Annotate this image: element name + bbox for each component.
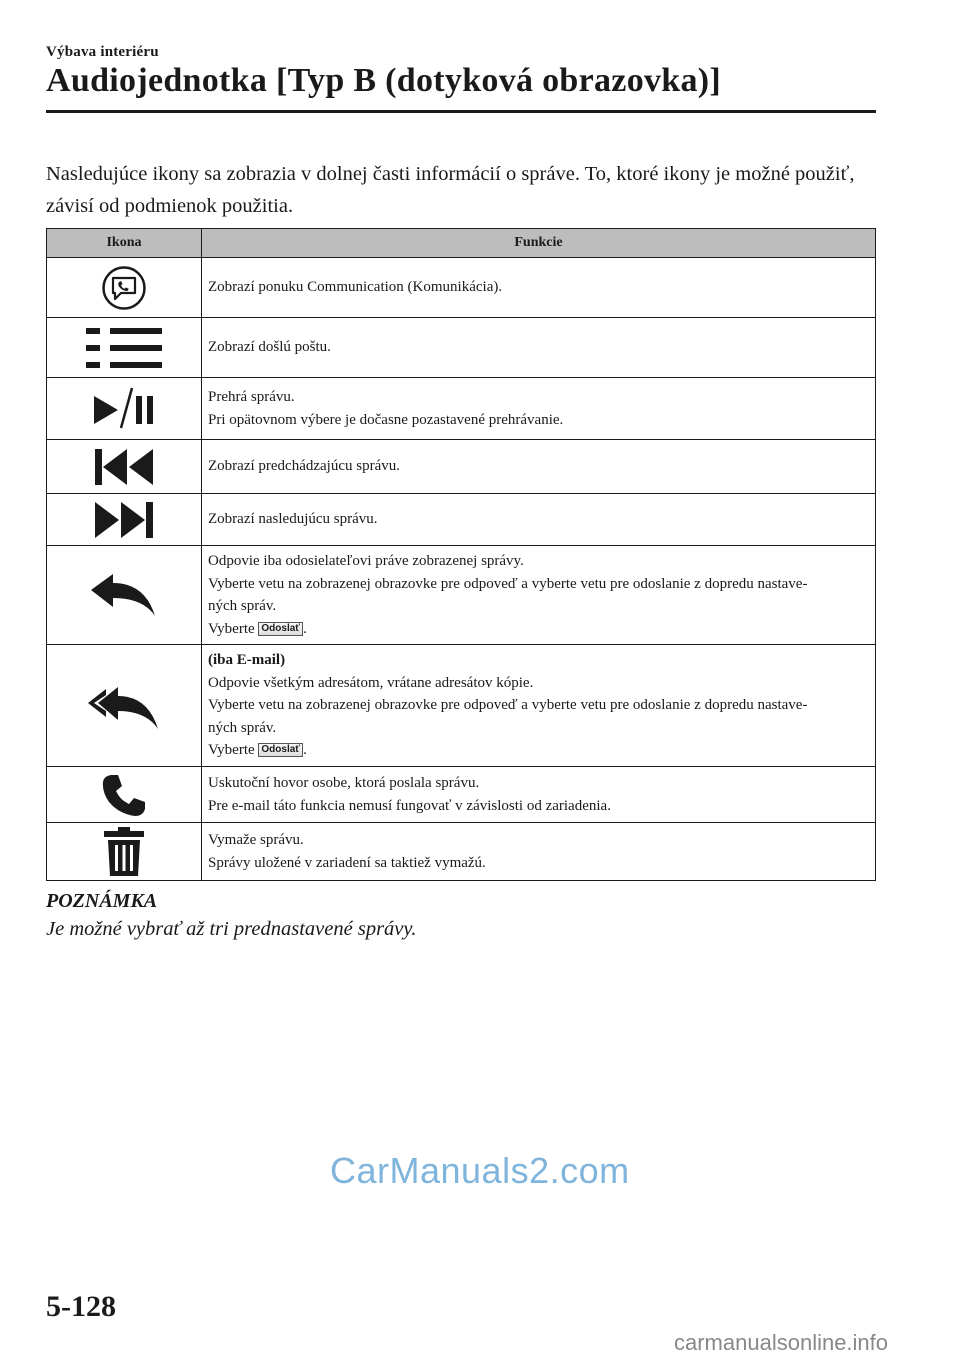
function-text: ných správ. bbox=[208, 719, 277, 736]
previous-track-icon bbox=[93, 447, 155, 487]
function-text: Vyberte vetu na zobrazenej obrazovke pre odpoveď a vyberte vetu pre odoslanie z dopredu nastave- bbox=[208, 697, 808, 714]
function-text: Zobrazí došlú poštu. bbox=[208, 339, 331, 356]
table-row bbox=[47, 378, 876, 440]
reply-all-icon bbox=[86, 681, 162, 731]
icon-cell bbox=[47, 440, 202, 494]
play-pause-icon bbox=[92, 386, 156, 432]
icon-cell bbox=[47, 645, 202, 767]
select-instruction bbox=[208, 618, 865, 641]
icon-cell bbox=[47, 823, 202, 881]
note-heading: POZNÁMKA bbox=[46, 890, 158, 912]
table-row bbox=[47, 546, 876, 645]
table-row bbox=[47, 440, 876, 494]
email-only-label: (iba E-mail) bbox=[208, 652, 286, 669]
function-text: Zobrazí ponuku Communication (Komunikácia). bbox=[208, 279, 503, 296]
select-instruction bbox=[208, 739, 865, 762]
function-text: Vymaže správu. bbox=[208, 832, 304, 848]
icon-cell bbox=[47, 546, 202, 645]
icon-cell bbox=[47, 494, 202, 546]
phone-icon bbox=[101, 772, 147, 818]
table-row bbox=[47, 318, 876, 378]
inbox-list-icon bbox=[84, 326, 164, 370]
function-cell bbox=[202, 767, 876, 823]
function-cell bbox=[202, 494, 876, 546]
icon-cell bbox=[47, 767, 202, 823]
icon-cell bbox=[47, 318, 202, 378]
icon-cell bbox=[47, 258, 202, 318]
footer-brand: carmanualsonline.info bbox=[674, 1330, 889, 1355]
section-label: Výbava interiéru bbox=[46, 44, 159, 60]
column-header-function: Funkcie bbox=[202, 229, 876, 258]
select-suffix: . bbox=[303, 742, 307, 759]
select-prefix: Vyberte bbox=[208, 620, 255, 637]
title-divider bbox=[46, 110, 876, 113]
select-suffix: . bbox=[303, 620, 307, 637]
function-text: Prehrá správu. bbox=[208, 389, 295, 405]
select-prefix: Vyberte bbox=[208, 742, 255, 759]
function-text: ných správ. bbox=[208, 598, 277, 614]
intro-paragraph: Nasledujúce ikony sa zobrazia v dolnej časti informácií o správe. To, ktoré ikony je možné použiť, závisí od podmienok použitia. bbox=[46, 163, 855, 217]
function-text: Uskutoční hovor osobe, ktorá poslala správu. bbox=[208, 775, 480, 791]
function-cell bbox=[202, 258, 876, 318]
reply-icon bbox=[89, 572, 159, 618]
function-text: Správy uložené v zariadení sa taktiež vymažú. bbox=[208, 854, 486, 871]
send-button[interactable]: Odoslať bbox=[258, 743, 303, 757]
function-cell bbox=[202, 318, 876, 378]
send-button[interactable]: Odoslať bbox=[258, 622, 303, 636]
icon-table bbox=[46, 228, 876, 881]
function-cell bbox=[202, 378, 876, 440]
table-row bbox=[47, 767, 876, 823]
function-text: Zobrazí predchádzajúcu správu. bbox=[208, 458, 400, 475]
function-cell bbox=[202, 823, 876, 881]
function-cell bbox=[202, 546, 876, 645]
watermark: CarManuals2.com bbox=[330, 1150, 630, 1191]
function-text: Pre e-mail táto funkcia nemusí fungovať v závislosti od zariadenia. bbox=[208, 797, 611, 814]
function-text: Vyberte vetu na zobrazenej obrazovke pre odpoveď a vyberte vetu pre odoslanie z dopredu nastave- bbox=[208, 575, 808, 592]
function-text: Pri opätovnom výbere je dočasne pozastavené prehrávanie. bbox=[208, 411, 564, 428]
trash-icon bbox=[102, 826, 146, 878]
table-row bbox=[47, 494, 876, 546]
note-text: Je možné vybrať až tri prednastavené správy. bbox=[46, 918, 417, 940]
page-title: Audiojednotka [Typ B (dotyková obrazovka)] bbox=[46, 62, 722, 99]
table-header-row bbox=[47, 229, 876, 258]
function-text: Zobrazí nasledujúcu správu. bbox=[208, 511, 378, 528]
table-row bbox=[47, 258, 876, 318]
function-text: Odpovie iba odosielateľovi práve zobrazenej správy. bbox=[208, 553, 524, 569]
table-row bbox=[47, 645, 876, 767]
page-number: 5-128 bbox=[46, 1290, 116, 1323]
function-cell bbox=[202, 645, 876, 767]
table-row bbox=[47, 823, 876, 881]
communication-icon bbox=[100, 264, 148, 312]
column-header-icon: Ikona bbox=[47, 229, 202, 258]
function-cell bbox=[202, 440, 876, 494]
icon-cell bbox=[47, 378, 202, 440]
next-track-icon bbox=[93, 500, 155, 540]
function-text: Odpovie všetkým adresátom, vrátane adresátov kópie. bbox=[208, 674, 534, 691]
